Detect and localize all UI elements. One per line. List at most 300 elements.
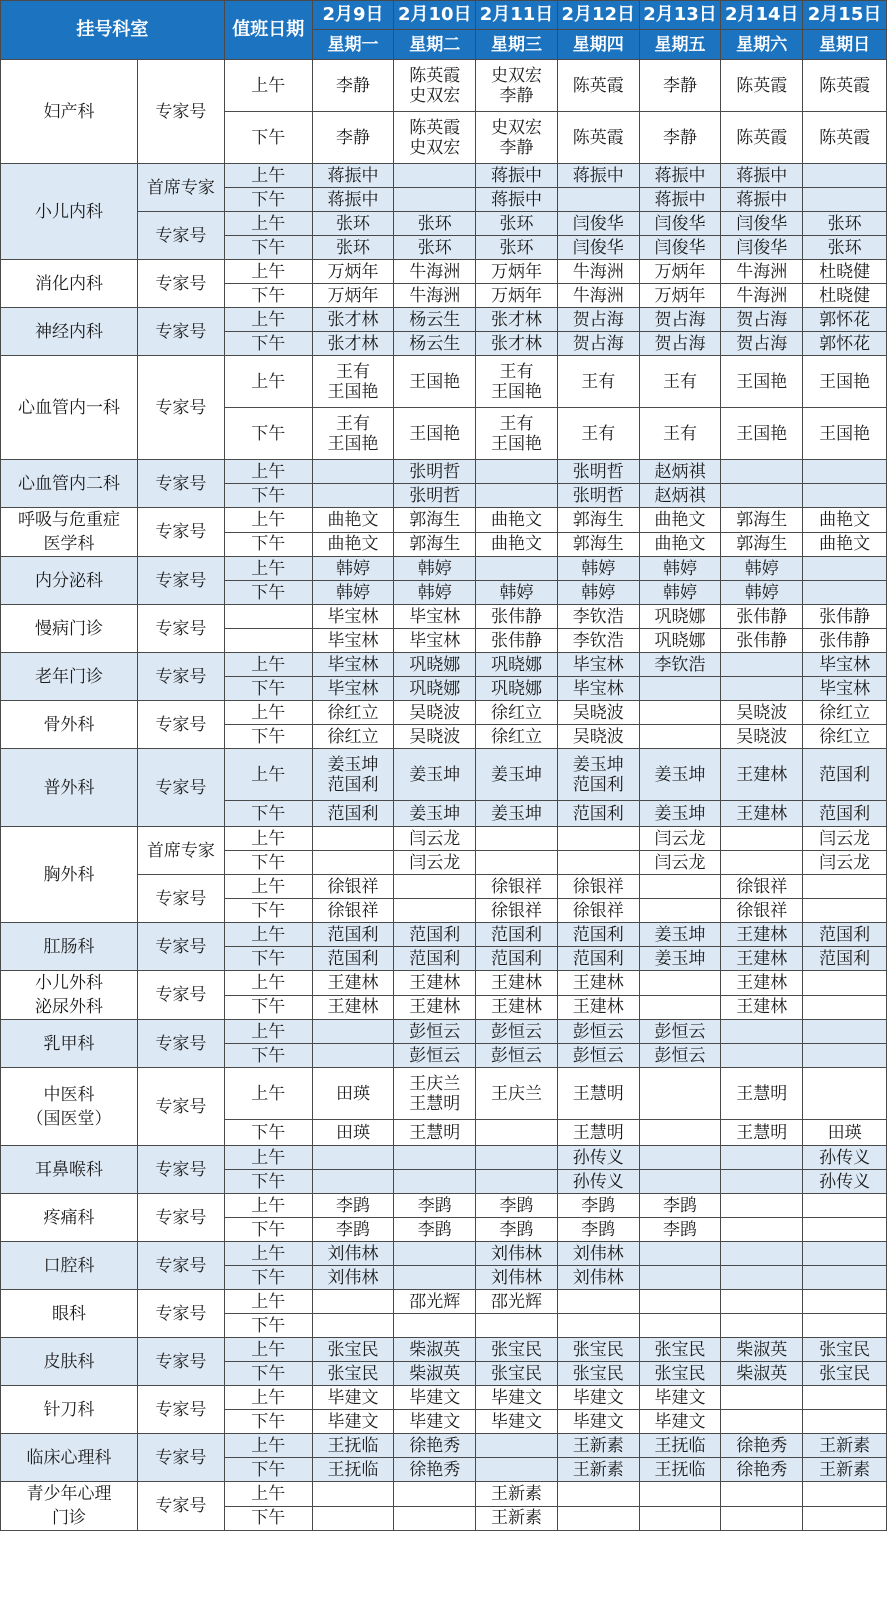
doctor-cell: 张环 <box>312 212 394 236</box>
doctor-cell <box>639 677 721 701</box>
doctor-cell: 韩婷 <box>476 581 558 605</box>
doctor-cell <box>803 1506 887 1531</box>
doctor-cell: 张环 <box>312 236 394 260</box>
registration-type: 专家号 <box>137 749 224 827</box>
doctor-cell <box>721 1194 803 1218</box>
registration-type: 专家号 <box>137 653 224 701</box>
doctor-cell: 姜玉坤 <box>639 947 721 971</box>
doctor-cell: 王建林 <box>721 947 803 971</box>
doctor-cell: 徐艳秀 <box>721 1434 803 1458</box>
session-label: 下午 <box>224 581 312 605</box>
department-name: 疼痛科 <box>1 1194 138 1242</box>
department-name: 内分泌科 <box>1 557 138 605</box>
doctor-cell: 蒋振中 <box>476 188 558 212</box>
session-label: 上午 <box>224 1386 312 1410</box>
doctor-cell: 徐红立 <box>476 725 558 749</box>
registration-type: 首席专家 <box>137 164 224 212</box>
doctor-cell: 姜玉坤 <box>476 749 558 801</box>
schedule-body <box>1 60 887 1531</box>
session-label: 下午 <box>224 851 312 875</box>
doctor-cell: 闫俊华 <box>557 212 639 236</box>
session-label: 下午 <box>224 947 312 971</box>
doctor-cell <box>476 557 558 581</box>
table-row <box>1 1020 887 1044</box>
doctor-cell: 闫俊华 <box>639 212 721 236</box>
doctor-cell: 毕建文 <box>476 1410 558 1434</box>
department-name: 小儿内科 <box>1 164 138 260</box>
session-label: 下午 <box>224 332 312 356</box>
doctor-cell <box>476 1434 558 1458</box>
registration-type: 专家号 <box>137 1146 224 1194</box>
doctor-cell: 牛海洲 <box>394 284 476 308</box>
session-label: 下午 <box>224 677 312 701</box>
doctor-cell <box>639 995 721 1020</box>
doctor-cell: 毕建文 <box>639 1410 721 1434</box>
doctor-cell <box>803 1020 887 1044</box>
session-label: 下午 <box>224 284 312 308</box>
doctor-cell: 王有 <box>557 356 639 408</box>
doctor-cell: 王建林 <box>721 995 803 1020</box>
doctor-cell: 王国艳 <box>803 356 887 408</box>
doctor-cell: 史双宏 李静 <box>476 60 558 112</box>
doctor-cell: 陈英霞 <box>721 60 803 112</box>
doctor-cell <box>639 1146 721 1170</box>
doctor-cell <box>394 1242 476 1266</box>
doctor-cell: 闫云龙 <box>803 851 887 875</box>
header-day-date: 2月15日 <box>803 1 887 30</box>
doctor-cell: 张伟静 <box>803 605 887 629</box>
registration-type: 专家号 <box>137 1290 224 1338</box>
registration-type: 首席专家 <box>137 827 224 875</box>
session-label: 上午 <box>224 260 312 284</box>
doctor-cell: 孙传义 <box>557 1170 639 1194</box>
doctor-cell <box>721 653 803 677</box>
department-name: 普外科 <box>1 749 138 827</box>
doctor-cell: 徐艳秀 <box>394 1434 476 1458</box>
doctor-cell: 姜玉坤 <box>394 749 476 801</box>
doctor-cell: 张宝民 <box>803 1362 887 1386</box>
doctor-cell <box>476 1170 558 1194</box>
doctor-cell: 万炳年 <box>639 260 721 284</box>
doctor-cell: 吴晓波 <box>394 725 476 749</box>
doctor-cell: 张环 <box>394 236 476 260</box>
doctor-cell <box>803 1314 887 1338</box>
session-label: 下午 <box>224 236 312 260</box>
doctor-cell: 彭恒云 <box>557 1044 639 1068</box>
doctor-cell: 万炳年 <box>476 284 558 308</box>
doctor-cell: 李鹍 <box>476 1218 558 1242</box>
doctor-cell: 贺占海 <box>639 308 721 332</box>
doctor-cell: 姜玉坤 <box>639 801 721 827</box>
doctor-cell <box>721 827 803 851</box>
doctor-cell: 徐红立 <box>312 725 394 749</box>
session-label: 下午 <box>224 532 312 557</box>
doctor-cell: 刘伟林 <box>557 1242 639 1266</box>
department-name: 小儿外科 泌尿外科 <box>1 971 138 1020</box>
doctor-cell: 王国艳 <box>394 356 476 408</box>
doctor-cell <box>476 460 558 484</box>
doctor-cell <box>476 1120 558 1146</box>
table-header <box>1 1 887 60</box>
doctor-cell: 蒋振中 <box>721 188 803 212</box>
doctor-cell: 韩婷 <box>557 581 639 605</box>
doctor-cell: 毕宝林 <box>312 677 394 701</box>
doctor-cell: 闫俊华 <box>639 236 721 260</box>
registration-type: 专家号 <box>137 875 224 923</box>
registration-type: 专家号 <box>137 1194 224 1242</box>
department-name: 口腔科 <box>1 1242 138 1290</box>
doctor-cell <box>394 1146 476 1170</box>
doctor-cell <box>803 557 887 581</box>
doctor-cell: 刘伟林 <box>557 1266 639 1290</box>
doctor-cell: 田瑛 <box>312 1120 394 1146</box>
session-label: 下午 <box>224 408 312 460</box>
doctor-cell: 彭恒云 <box>394 1044 476 1068</box>
doctor-cell: 牛海洲 <box>394 260 476 284</box>
doctor-cell: 王国艳 <box>803 408 887 460</box>
doctor-cell: 彭恒云 <box>394 1020 476 1044</box>
doctor-cell: 万炳年 <box>476 260 558 284</box>
session-label: 下午 <box>224 801 312 827</box>
doctor-cell: 蒋振中 <box>639 188 721 212</box>
doctor-cell <box>803 971 887 996</box>
doctor-cell: 闫俊华 <box>721 212 803 236</box>
table-row <box>1 508 887 533</box>
doctor-cell <box>803 1482 887 1507</box>
doctor-cell: 王建林 <box>476 995 558 1020</box>
session-label: 上午 <box>224 460 312 484</box>
session-label: 上午 <box>224 356 312 408</box>
doctor-cell: 牛海洲 <box>557 284 639 308</box>
doctor-cell: 徐红立 <box>803 701 887 725</box>
doctor-cell: 王新素 <box>476 1482 558 1507</box>
session-label: 上午 <box>224 1242 312 1266</box>
header-weekday: 星期六 <box>721 30 803 60</box>
doctor-cell: 闫俊华 <box>557 236 639 260</box>
doctor-cell: 范国利 <box>394 923 476 947</box>
doctor-cell: 徐银祥 <box>557 899 639 923</box>
doctor-cell <box>557 188 639 212</box>
header-weekday: 星期二 <box>394 30 476 60</box>
doctor-cell <box>639 1170 721 1194</box>
doctor-cell: 田瑛 <box>312 1068 394 1120</box>
doctor-cell <box>476 1458 558 1482</box>
doctor-cell: 王建林 <box>312 995 394 1020</box>
doctor-cell <box>394 1482 476 1507</box>
department-name: 妇产科 <box>1 60 138 164</box>
doctor-cell <box>312 1314 394 1338</box>
header-day-date: 2月10日 <box>394 1 476 30</box>
header-day-date: 2月11日 <box>476 1 558 30</box>
session-label: 上午 <box>224 875 312 899</box>
registration-type: 专家号 <box>137 1020 224 1068</box>
doctor-cell: 王有 王国艳 <box>312 356 394 408</box>
doctor-cell: 曲艳文 <box>639 508 721 533</box>
session-label: 下午 <box>224 899 312 923</box>
doctor-cell: 王建林 <box>312 971 394 996</box>
doctor-cell: 李钦浩 <box>639 653 721 677</box>
table-row <box>1 827 887 851</box>
doctor-cell: 王有 王国艳 <box>476 408 558 460</box>
department-name: 针刀科 <box>1 1386 138 1434</box>
doctor-cell: 李静 <box>312 60 394 112</box>
doctor-cell: 张宝民 <box>557 1338 639 1362</box>
doctor-cell: 巩晓娜 <box>639 629 721 653</box>
doctor-cell: 曲艳文 <box>803 532 887 557</box>
doctor-cell: 闫云龙 <box>639 827 721 851</box>
doctor-cell: 毕宝林 <box>312 629 394 653</box>
doctor-cell: 王建林 <box>557 995 639 1020</box>
table-row <box>1 605 887 629</box>
doctor-cell <box>639 899 721 923</box>
department-name: 心血管内二科 <box>1 460 138 508</box>
doctor-cell <box>639 1068 721 1120</box>
session-label: 上午 <box>224 749 312 801</box>
doctor-cell <box>639 1290 721 1314</box>
doctor-cell <box>803 188 887 212</box>
doctor-cell <box>721 1482 803 1507</box>
header-day-date: 2月14日 <box>721 1 803 30</box>
table-row <box>1 308 887 332</box>
doctor-cell: 毕宝林 <box>557 653 639 677</box>
table-row <box>1 653 887 677</box>
table-row <box>1 1290 887 1314</box>
doctor-cell: 李静 <box>639 60 721 112</box>
doctor-cell <box>312 460 394 484</box>
doctor-cell: 吴晓波 <box>557 701 639 725</box>
header-weekday: 星期一 <box>312 30 394 60</box>
department-name: 呼吸与危重症 医学科 <box>1 508 138 557</box>
doctor-cell <box>803 1290 887 1314</box>
registration-type: 专家号 <box>137 60 224 164</box>
doctor-cell: 徐银祥 <box>476 875 558 899</box>
header-day-date: 2月13日 <box>639 1 721 30</box>
department-name: 中医科 （国医堂） <box>1 1068 138 1146</box>
doctor-cell <box>312 1506 394 1531</box>
doctor-cell: 张宝民 <box>312 1362 394 1386</box>
doctor-cell <box>557 1482 639 1507</box>
doctor-cell: 范国利 <box>803 923 887 947</box>
doctor-cell: 郭海生 <box>721 532 803 557</box>
table-row <box>1 1146 887 1170</box>
doctor-cell: 彭恒云 <box>476 1020 558 1044</box>
doctor-cell: 杜晓健 <box>803 284 887 308</box>
doctor-cell: 范国利 <box>476 923 558 947</box>
table-row <box>1 971 887 996</box>
doctor-cell: 郭海生 <box>394 508 476 533</box>
doctor-cell <box>394 164 476 188</box>
doctor-cell: 万炳年 <box>312 260 394 284</box>
doctor-cell: 王慧明 <box>721 1068 803 1120</box>
table-row <box>1 1434 887 1458</box>
doctor-cell: 郭怀花 <box>803 332 887 356</box>
session-label: 上午 <box>224 1146 312 1170</box>
doctor-cell <box>394 1266 476 1290</box>
doctor-cell <box>394 875 476 899</box>
doctor-cell: 张伟静 <box>476 605 558 629</box>
doctor-cell: 王慧明 <box>721 1120 803 1146</box>
doctor-cell: 徐银祥 <box>476 899 558 923</box>
doctor-cell: 徐银祥 <box>312 899 394 923</box>
registration-type: 专家号 <box>137 1482 224 1531</box>
doctor-cell: 毕宝林 <box>312 605 394 629</box>
table-row <box>1 749 887 801</box>
doctor-cell: 孙传义 <box>557 1146 639 1170</box>
header-duty-date: 值班日期 <box>224 1 312 60</box>
doctor-cell: 陈英霞 <box>557 112 639 164</box>
doctor-cell <box>476 851 558 875</box>
doctor-cell <box>721 1266 803 1290</box>
doctor-cell: 王有 <box>639 408 721 460</box>
table-row <box>1 1242 887 1266</box>
doctor-cell: 李鹍 <box>639 1194 721 1218</box>
doctor-cell <box>312 1482 394 1507</box>
doctor-cell: 闫云龙 <box>394 827 476 851</box>
doctor-cell <box>803 164 887 188</box>
session-label: 上午 <box>224 827 312 851</box>
department-name: 临床心理科 <box>1 1434 138 1482</box>
table-row <box>1 1194 887 1218</box>
doctor-cell: 范国利 <box>803 947 887 971</box>
registration-type: 专家号 <box>137 1068 224 1146</box>
doctor-cell: 万炳年 <box>639 284 721 308</box>
table-row <box>1 1068 887 1120</box>
doctor-cell: 韩婷 <box>312 557 394 581</box>
doctor-cell <box>394 1314 476 1338</box>
doctor-cell: 刘伟林 <box>476 1242 558 1266</box>
doctor-cell: 曲艳文 <box>803 508 887 533</box>
doctor-cell: 张才林 <box>312 332 394 356</box>
doctor-cell: 王有 王国艳 <box>312 408 394 460</box>
registration-type: 专家号 <box>137 508 224 557</box>
doctor-cell: 史双宏 李静 <box>476 112 558 164</box>
doctor-cell <box>639 1506 721 1531</box>
doctor-cell: 王庆兰 <box>476 1068 558 1120</box>
doctor-cell: 韩婷 <box>312 581 394 605</box>
doctor-cell: 陈英霞 <box>721 112 803 164</box>
registration-type: 专家号 <box>137 605 224 653</box>
doctor-cell: 王有 王国艳 <box>476 356 558 408</box>
table-row <box>1 60 887 112</box>
doctor-cell: 王建林 <box>721 801 803 827</box>
registration-type: 专家号 <box>137 557 224 605</box>
doctor-cell <box>476 827 558 851</box>
doctor-cell: 王新素 <box>803 1434 887 1458</box>
doctor-cell: 杨云生 <box>394 308 476 332</box>
doctor-cell: 蒋振中 <box>639 164 721 188</box>
doctor-cell: 毕建文 <box>312 1410 394 1434</box>
header-department: 挂号科室 <box>1 1 225 60</box>
department-name: 慢病门诊 <box>1 605 138 653</box>
doctor-cell <box>803 1044 887 1068</box>
doctor-cell: 张宝民 <box>639 1338 721 1362</box>
doctor-cell: 徐红立 <box>803 725 887 749</box>
doctor-cell: 姜玉坤 <box>639 923 721 947</box>
doctor-cell: 王国艳 <box>721 356 803 408</box>
doctor-cell: 郭怀花 <box>803 308 887 332</box>
doctor-cell: 王慧明 <box>557 1068 639 1120</box>
doctor-cell: 王抚临 <box>639 1458 721 1482</box>
doctor-cell: 张宝民 <box>803 1338 887 1362</box>
doctor-cell: 陈英霞 史双宏 <box>394 60 476 112</box>
department-name: 皮肤科 <box>1 1338 138 1386</box>
session-label: 下午 <box>224 112 312 164</box>
doctor-cell: 彭恒云 <box>557 1020 639 1044</box>
session-label: 下午 <box>224 188 312 212</box>
doctor-cell: 蒋振中 <box>312 188 394 212</box>
doctor-cell: 吴晓波 <box>557 725 639 749</box>
doctor-cell: 王抚临 <box>312 1458 394 1482</box>
doctor-cell <box>721 1386 803 1410</box>
doctor-cell: 毕宝林 <box>312 653 394 677</box>
session-label: 上午 <box>224 1338 312 1362</box>
doctor-cell: 张宝民 <box>557 1362 639 1386</box>
registration-type: 专家号 <box>137 460 224 508</box>
session-label: 下午 <box>224 1218 312 1242</box>
session-label: 下午 <box>224 1120 312 1146</box>
doctor-cell: 张明哲 <box>557 484 639 508</box>
doctor-cell <box>312 1170 394 1194</box>
doctor-cell: 张环 <box>394 212 476 236</box>
doctor-cell <box>476 484 558 508</box>
doctor-cell <box>721 677 803 701</box>
doctor-cell: 王建林 <box>721 923 803 947</box>
doctor-cell <box>803 995 887 1020</box>
doctor-cell <box>639 1266 721 1290</box>
doctor-cell <box>557 1314 639 1338</box>
doctor-cell: 毕宝林 <box>803 677 887 701</box>
doctor-cell: 范国利 <box>394 947 476 971</box>
doctor-cell <box>394 188 476 212</box>
registration-type: 专家号 <box>137 1386 224 1434</box>
session-label: 上午 <box>224 923 312 947</box>
doctor-cell: 毕建文 <box>312 1386 394 1410</box>
doctor-cell: 赵炳祺 <box>639 460 721 484</box>
doctor-cell: 牛海洲 <box>557 260 639 284</box>
session-label: 下午 <box>224 1362 312 1386</box>
doctor-cell <box>721 1506 803 1531</box>
doctor-cell <box>803 1266 887 1290</box>
doctor-cell: 王新素 <box>803 1458 887 1482</box>
session-label: 下午 <box>224 995 312 1020</box>
doctor-cell: 郭海生 <box>394 532 476 557</box>
doctor-cell: 王新素 <box>557 1434 639 1458</box>
doctor-cell <box>803 899 887 923</box>
table-row <box>1 164 887 188</box>
doctor-cell: 姜玉坤 <box>639 749 721 801</box>
session-label: 上午 <box>224 653 312 677</box>
doctor-cell: 蒋振中 <box>721 164 803 188</box>
doctor-cell <box>803 1218 887 1242</box>
doctor-cell: 徐艳秀 <box>394 1458 476 1482</box>
doctor-cell: 毕宝林 <box>557 677 639 701</box>
doctor-cell: 王建林 <box>394 995 476 1020</box>
doctor-cell: 张宝民 <box>639 1362 721 1386</box>
doctor-cell: 张才林 <box>312 308 394 332</box>
session-label: 上午 <box>224 1020 312 1044</box>
session-label: 下午 <box>224 1314 312 1338</box>
doctor-cell: 毕建文 <box>557 1386 639 1410</box>
doctor-cell <box>721 1218 803 1242</box>
doctor-cell <box>557 851 639 875</box>
session-label: 下午 <box>224 1410 312 1434</box>
doctor-cell <box>721 484 803 508</box>
doctor-cell <box>803 581 887 605</box>
doctor-cell: 姜玉坤 <box>394 801 476 827</box>
doctor-cell: 张明哲 <box>394 460 476 484</box>
doctor-cell <box>803 1194 887 1218</box>
doctor-cell: 张环 <box>476 212 558 236</box>
